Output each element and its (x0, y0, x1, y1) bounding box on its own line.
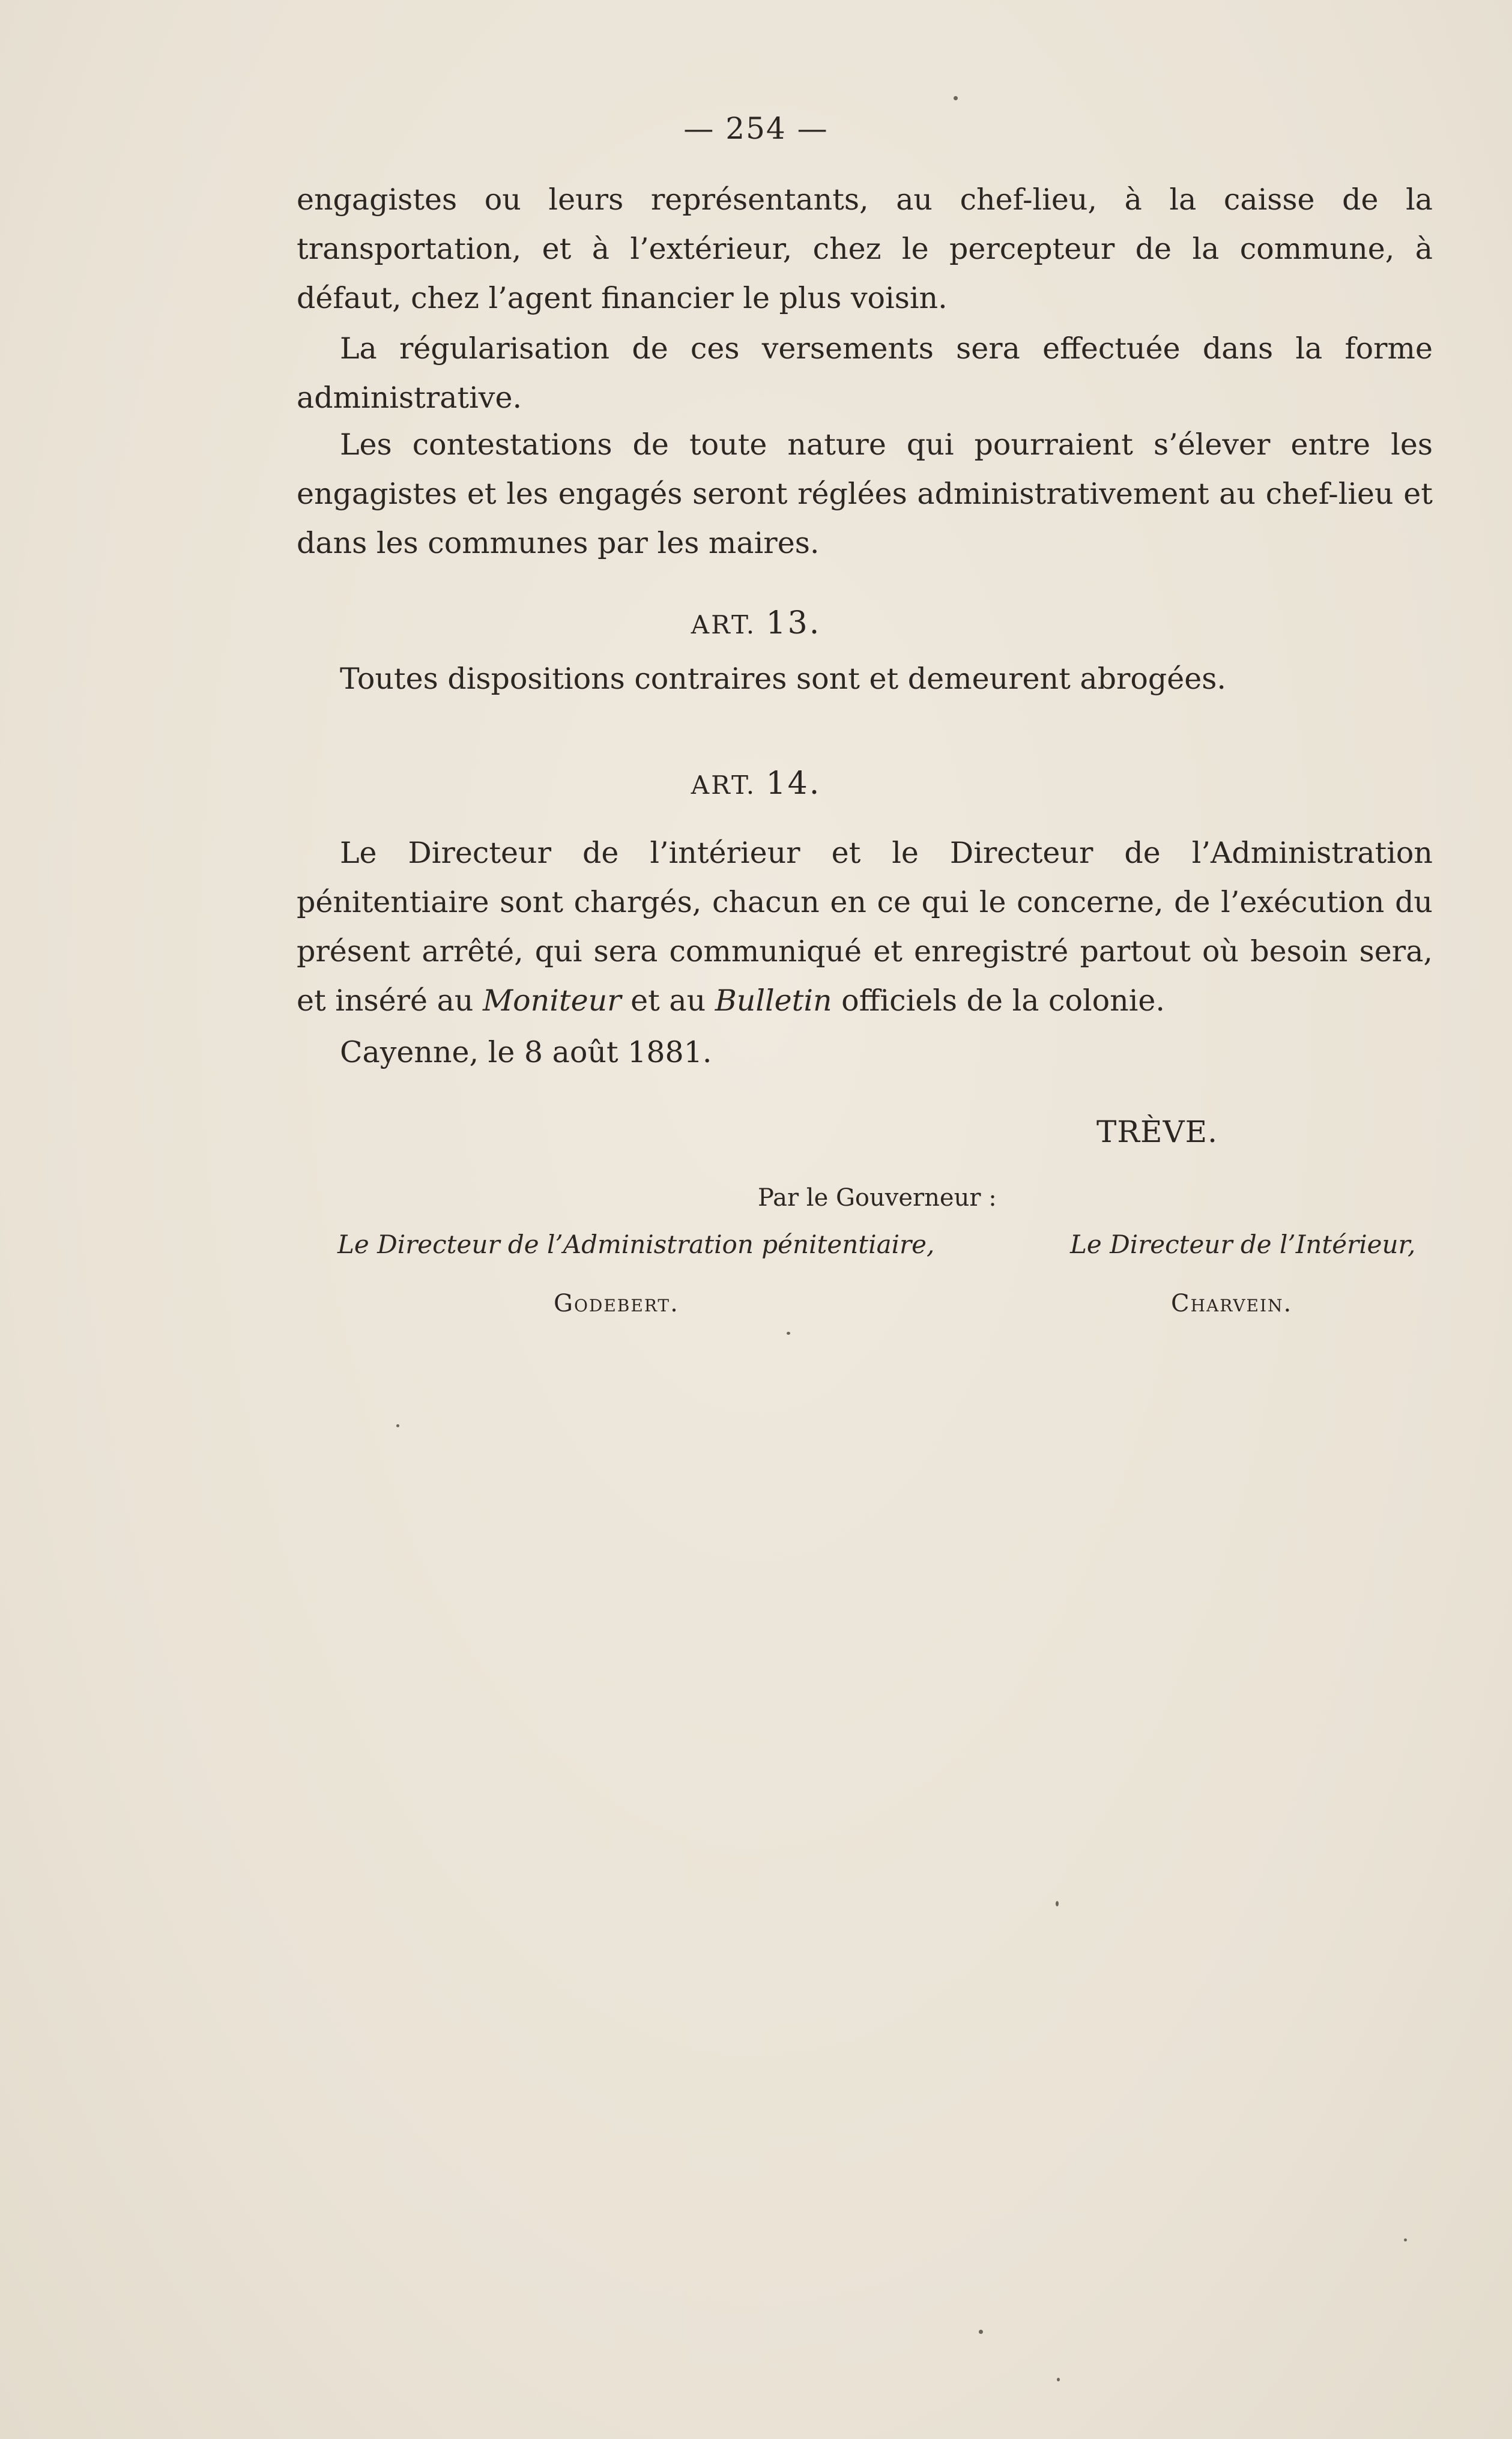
page-number: — 254 — (683, 111, 829, 146)
paper-speck (1404, 2238, 1407, 2241)
director-interior-name: Charvein. (1171, 1290, 1293, 1317)
paper-speck (954, 96, 958, 100)
paper-speck (1056, 1901, 1059, 1906)
article-14-heading (0, 766, 1512, 802)
director-interior-title: Le Directeur de l’Intérieur, (1070, 1230, 1416, 1259)
text-segment: Le Directeur de l’intérieur et le Directeur de l’Administration pénitentiaire sont chargés, chacun en ce qui le concerne, de l’exécution du présent arrêté, qui sera communiqué et enregistré partout où besoin sera, et inséré au (297, 836, 1433, 1018)
paper-speck (1057, 2378, 1060, 2381)
article-number: 13. (766, 605, 821, 641)
director-admin-title: Le Directeur de l’Administration pénitentiaire, (337, 1230, 935, 1259)
par-le-gouverneur: Par le Gouverneur : (758, 1184, 997, 1212)
article-13-text (297, 654, 1433, 704)
paper-speck (396, 1424, 399, 1427)
paper-speck (787, 1332, 790, 1335)
article-number: 14. (766, 766, 821, 802)
article-13-heading (0, 605, 1512, 641)
paragraph-text: Les contestations de toute nature qui pourraient s’élever entre les engagistes et les engagés seront réglées administrativement au chef-lieu et dans les communes par les maires. (297, 428, 1433, 560)
paragraph-text: engagistes ou leurs représentants, au chef-lieu, à la caisse de la transportation, et à l’extérieur, chez le percepteur de la commune, à défaut, chez l’agent financier le plus voisin. (297, 183, 1433, 315)
date-line (297, 1028, 1433, 1077)
paragraph-text: La régularisation de ces versements sera effectuée dans la forme administrative. (297, 331, 1433, 415)
paragraph-text: Toutes dispositions contraires sont et demeurent abrogées. (340, 662, 1226, 696)
paragraph-contestations (297, 420, 1433, 568)
paragraph-text (297, 829, 1433, 1026)
moniteur-title: Moniteur (482, 984, 621, 1018)
text-segment: officiels de la colonie. (832, 984, 1165, 1018)
text-segment: et au (621, 984, 715, 1018)
director-admin-name: Godebert. (554, 1290, 679, 1317)
governor-signature: TRÈVE. (1096, 1114, 1218, 1149)
article-prefix: ART. (691, 610, 757, 639)
paragraph-text: Cayenne, le 8 août 1881. (340, 1035, 712, 1069)
bulletin-title: Bulletin (715, 984, 832, 1018)
article-prefix: ART. (691, 770, 757, 800)
paragraph-regularisation (297, 324, 1433, 423)
article-14-text (297, 829, 1433, 1026)
paper-speck (979, 2330, 983, 2334)
paragraph-payments-location (297, 175, 1433, 323)
